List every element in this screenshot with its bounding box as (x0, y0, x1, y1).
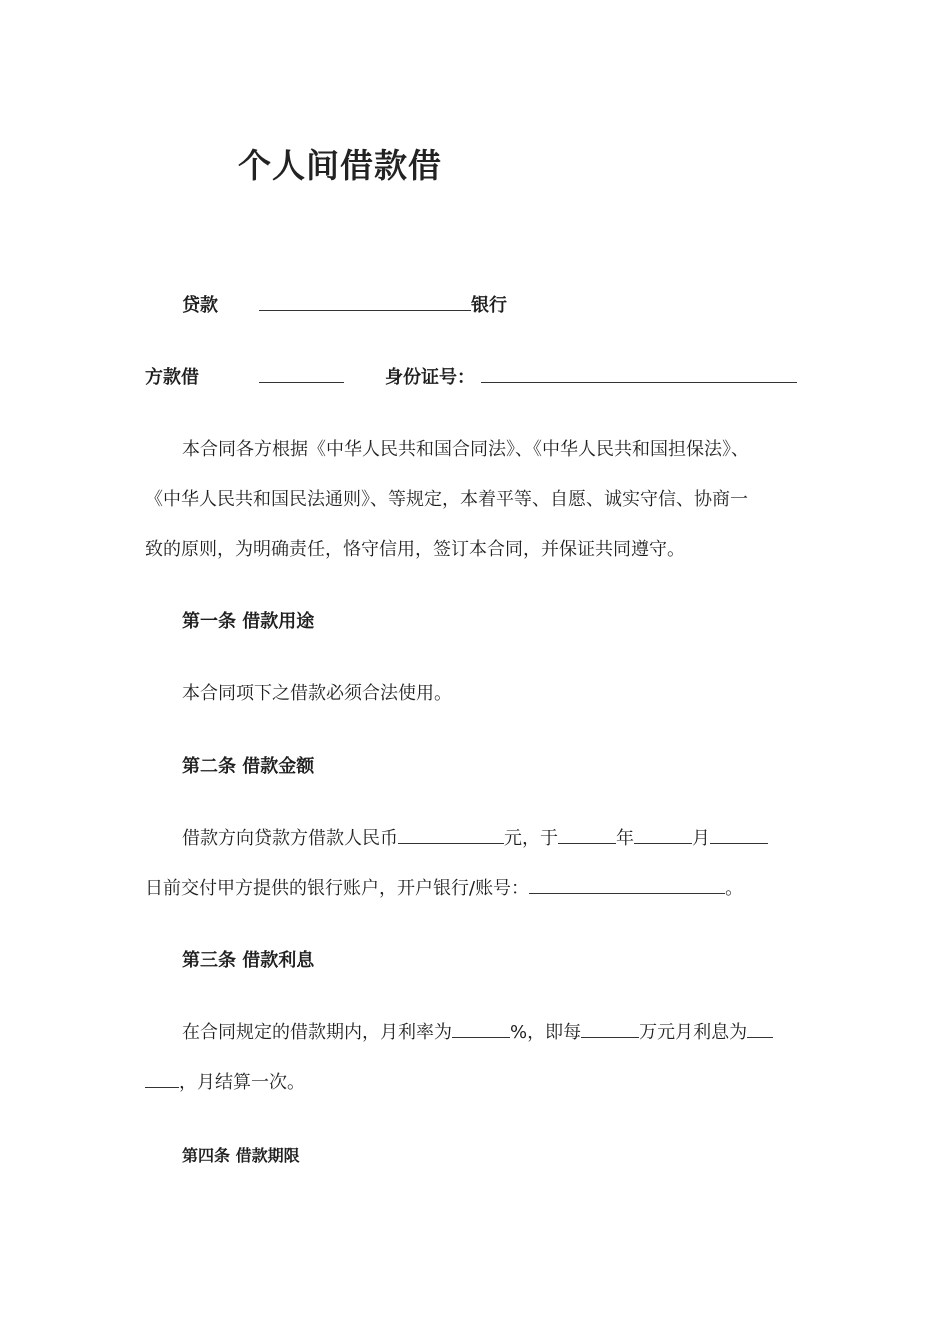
year-blank (558, 825, 616, 844)
monthly-interest-text: 万元月利息为 (639, 1022, 748, 1043)
loan-amount-blank (398, 825, 504, 844)
day-blank (710, 825, 768, 844)
section-2-heading: 第二条 借款金额 (182, 756, 315, 777)
lender-line (259, 292, 507, 320)
section-4-heading: 第四条 借款期限 (182, 1146, 300, 1165)
year-text: 年 (616, 828, 634, 849)
id-number-label: 身份证号： (385, 367, 475, 388)
borrower-name-blank (259, 364, 344, 383)
document-title: 个人间借款借 (238, 146, 442, 185)
intro-line-2: 《中华人民共和国民法通则》、等规定，本着平等、自愿、诚实守信、协商一 (145, 489, 748, 510)
yuan-text: 元，于 (504, 828, 558, 849)
section-3-line-2 (145, 1069, 305, 1097)
month-text: 月 (692, 828, 710, 849)
monthly-interest-blank-1 (747, 1019, 773, 1038)
period-text: 。 (725, 878, 744, 899)
percent-text: %，即每 (510, 1022, 582, 1043)
settlement-text: ，月结算一次。 (179, 1072, 305, 1093)
interest-rate-text: 在合同规定的借款期内，月利率为 (182, 1022, 452, 1043)
borrower-label: 方款借 (145, 367, 199, 388)
section-2-line-1 (182, 825, 768, 853)
intro-line-1: 本合同各方根据《中华人民共和国合同法》、《中华人民共和国担保法》、 (182, 439, 749, 460)
section-3-line-1 (182, 1019, 773, 1047)
lender-label: 贷款 (182, 295, 218, 316)
interest-rate-blank (452, 1019, 510, 1038)
bank-account-text: 日前交付甲方提供的银行账户，开户银行/账号： (145, 878, 530, 899)
loan-amount-text: 借款方向贷款方借款人民币 (182, 828, 398, 849)
section-2-line-2 (145, 875, 743, 903)
lender-bank-blank (259, 292, 471, 311)
section-1-text: 本合同项下之借款必须合法使用。 (182, 683, 452, 704)
monthly-interest-blank-2 (145, 1069, 179, 1088)
section-3-heading: 第三条 借款利息 (182, 950, 315, 971)
section-1-heading: 第一条 借款用途 (182, 611, 315, 632)
bank-suffix: 银行 (471, 295, 507, 316)
borrower-name-line (259, 364, 344, 392)
id-number-blank (481, 364, 797, 383)
month-blank (634, 825, 692, 844)
bank-account-blank (529, 875, 725, 894)
id-number-line (481, 364, 797, 392)
intro-line-3: 致的原则，为明确责任，恪守信用，签订本合同，并保证共同遵守。 (145, 539, 685, 560)
per-amount-blank (581, 1019, 639, 1038)
